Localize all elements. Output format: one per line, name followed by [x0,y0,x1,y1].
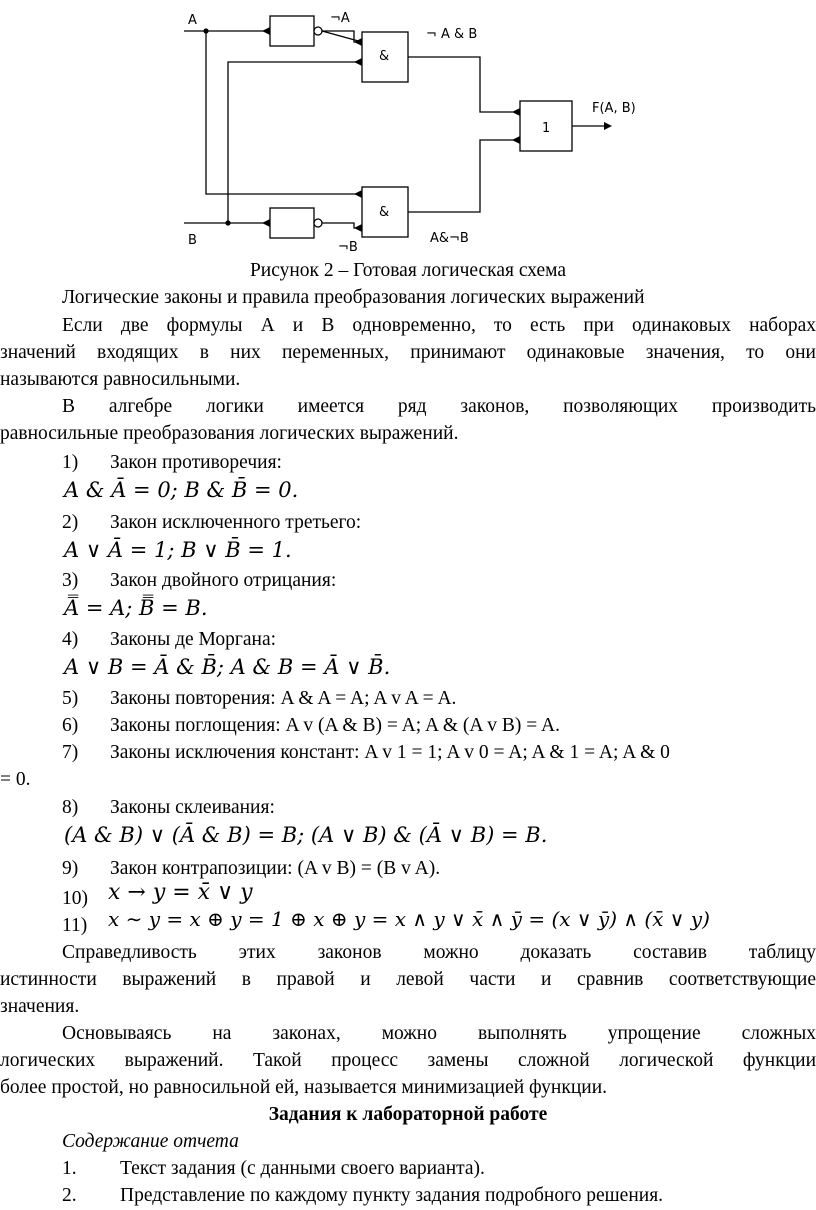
section-title: Логические законы и правила преобразования логических выражений [62,287,645,308]
law-9-number: 9) [62,858,79,879]
law-9 [0,856,816,882]
law-4-text: Законы де Моргана: [110,629,277,650]
law-11-number: 11) [62,915,88,936]
para1-line2: значений входящих в них переменных, принимают одинаковые значения, то они [0,342,816,363]
law-10-number: 10) [62,888,88,909]
output-label: F(A, B) [592,101,636,116]
not-a-label: ¬A [330,11,350,26]
law-1-number: 1) [62,452,79,473]
not-bubble-a [314,27,322,35]
formula-1: A & Ā = 0; B & B̄ = 0. [64,478,299,502]
para3-line2: истинности выражений в правой и левой части и сравнив соответствующие [0,969,816,990]
law-8 [0,795,816,821]
law-4-number: 4) [62,629,79,650]
report-item-2 [0,1183,816,1209]
report-item-1 [0,1156,816,1182]
not-bubble-b [314,219,322,227]
law-4 [0,627,816,653]
para2-line1: В алгебре логики имеется ряд законов, позволяющих производить [62,396,816,417]
law-7 [0,740,816,766]
law-1 [0,450,816,476]
or-symbol: 1 [542,121,551,136]
law-2-number: 2) [62,512,79,533]
law-6 [0,713,816,739]
law-8-text: Законы склеивания: [110,797,275,818]
tasks-heading: Задания к лабораторной работе [268,1104,548,1125]
para1-line1: Если две формулы А и В одновременно, то есть при одинаковых наборах [62,315,816,336]
report-item-2-text: Представление по каждому пункту задания подробного решения. [120,1185,664,1206]
law-5-text: Законы повторения: A & A = A; A v A = A. [110,688,457,709]
not-b-label: ¬B [338,240,358,255]
law-9-text: Закон контрапозиции: (A v B) = (B v A). [110,858,441,879]
report-heading: Содержание отчета [62,1131,239,1152]
law-7-number: 7) [62,742,79,763]
law-7-text: Законы исключения констант: A v 1 = 1; A v 0 = A; A & 1 = A; A & 0 [110,742,670,763]
report-item-1-number: 1. [62,1158,77,1179]
law-7-continuation: = 0. [0,769,31,790]
law-1-text: Закон противоречия: [110,452,282,473]
formula-3: A̿ = A; B̿ = B. [64,596,208,620]
formula-10: x → y = x̄ ∨ y [108,880,253,905]
para2-line2: равносильные преобразования логических выражений. [0,423,459,444]
formula-11: x ∼ y = x ⊕ y = 1 ⊕ x ⊕ y = x ∧ y ∨ x̄ ∧ ȳ = (x ∨ ȳ) ∧ (x̄ ∨ y) [108,907,710,931]
para1-line3: называются равносильными. [0,369,241,390]
not-gate-a [270,16,314,46]
and-bottom-symbol: & [379,205,390,220]
and-top-output-label: ¬ A & B [426,27,478,42]
and-top-symbol: & [379,49,390,64]
law-6-text: Законы поглощения: A v (A & B) = A; A & (A v B) = A. [110,715,560,736]
law-3-number: 3) [62,570,79,591]
para3-line1: Справедливость этих законов можно доказать составив таблицу [62,942,816,963]
para4-line3: более простой, но равносильной ей, называется минимизацией функции. [0,1077,608,1098]
logic-circuit-diagram [180,8,660,258]
para4-line1: Основываясь на законах, можно выполнять упрощение сложных [62,1023,816,1044]
not-gate-b [270,208,314,238]
law-8-number: 8) [62,797,79,818]
law-2-text: Закон исключенного третьего: [110,512,362,533]
law-5-number: 5) [62,688,79,709]
report-item-1-text: Текст задания (с данными своего варианта). [120,1158,485,1179]
law-5 [0,686,816,712]
law-6-number: 6) [62,715,79,736]
and-bottom-output-label: A&¬B [430,231,469,246]
input-a-label: A [188,13,197,28]
formula-8: (A & B) ∨ (Ā & B) = B; (A ∨ B) & (Ā ∨ B) = B. [64,823,548,847]
para4-line2: логических выражений. Такой процесс замены сложной логической функции [0,1050,816,1071]
law-3-text: Закон двойного отрицания: [110,570,337,591]
input-b-label: B [188,233,197,248]
law-2 [0,510,816,536]
law-3 [0,568,816,594]
para3-line3: значения. [0,996,80,1017]
formula-4: A ∨ B = Ā & B̄; A & B = Ā ∨ B̄. [64,655,391,679]
report-item-2-number: 2. [62,1185,77,1206]
formula-2: A ∨ Ā = 1; B ∨ B̄ = 1. [64,538,292,562]
figure-caption: Рисунок 2 – Готовая логическая схема [249,260,567,281]
